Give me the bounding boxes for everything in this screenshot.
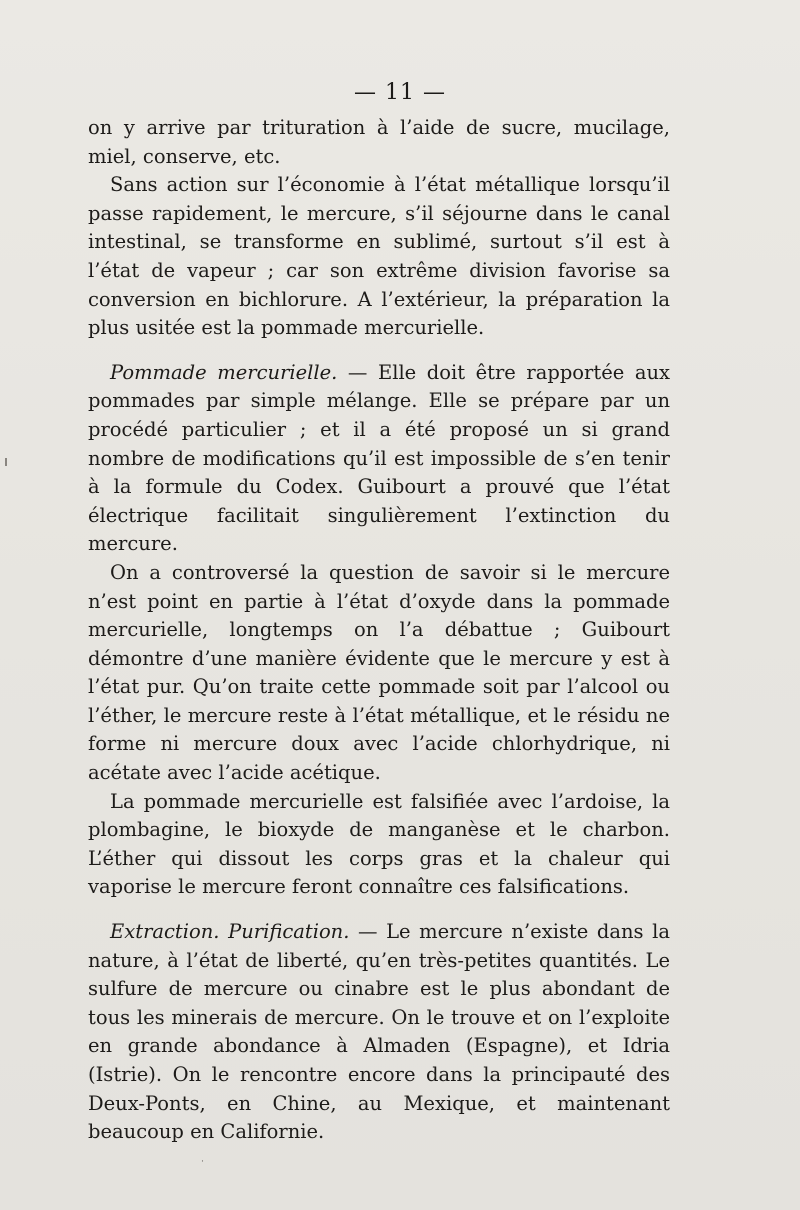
- paragraph-pommade: [88, 359, 670, 559]
- paragraph-falsification: La pommade mercurielle est falsifiée avec l’ardoise, la plombagine, le bioxyde de manganèse et le charbon. L’éther qui dissout les corps gras et la chaleur qui vaporise le mercure feront connaître ces falsifications.: [88, 789, 670, 899]
- ink-speck: ˙: [200, 1160, 205, 1171]
- paragraph-economie: Sans action sur l’économie à l’état métallique lorsqu’il passe rapidement, le mercure, s’il séjourne dans le canal intestinal, se transforme en sublimé, surtout s’il est à l’état de vapeur ; car son extrême division favorise sa conversion en bichlorure. A l’extérieur, la préparation la plus usitée est la pommade mercurielle.: [88, 173, 670, 340]
- page-number: — 11 —: [354, 80, 446, 105]
- paragraph-trituration: on y arrive par trituration à l’aide de sucre, mucilage, miel, conserve, etc.: [88, 116, 670, 168]
- spacer: [88, 902, 670, 918]
- paragraph-pommade-text: — Elle doit être rapportée aux pommades par simple mélange. Elle se prépare par un procédé particulier ; et il a été proposé un si grand nombre de modifications qu’il est impossible de s’en tenir à la formule du Codex. Guibourt a prouvé que l’état électrique facilitait singulièrement l’extinction du mercure.: [88, 360, 670, 556]
- body-text: [88, 114, 670, 1147]
- section-heading-pommade: Pommade mercurielle.: [110, 360, 338, 384]
- paragraph-extraction-text: — Le mercure n’existe dans la nature, à l’état de liberté, qu’en très-petites quantités. Le sulfure de mercure ou cinabre est le plus abondant de tous les minerais de mercure. On le trouve et on l’exploite en grande abondance à Almaden (Espagne), et Idria (Istrie). On le rencontre encore dans la principauté des Deux-Ponts, en Chine, au Mexique, et maintenant beaucoup en Californie.: [88, 920, 670, 1144]
- paragraph-controverse: On a controversé la question de savoir si le mercure n’est point en partie à l’état d’oxyde dans la pommade mercurielle, longtemps on l’a débattue ; Guibourt démontre d’une manière évidente que le mercure y est à l’état pur. Qu’on traite cette pommade soit par l’alcool ou l’éther, le mercure reste à l’état métallique, et le résidu ne forme ni mercure doux avec l’acide chlorhydrique, ni acétate avec l’acide acétique.: [88, 560, 670, 785]
- paragraph-extraction: [88, 918, 670, 1147]
- margin-mark: [5, 458, 7, 466]
- section-heading-extraction: Extraction. Purification.: [110, 920, 350, 944]
- spacer: [88, 343, 670, 359]
